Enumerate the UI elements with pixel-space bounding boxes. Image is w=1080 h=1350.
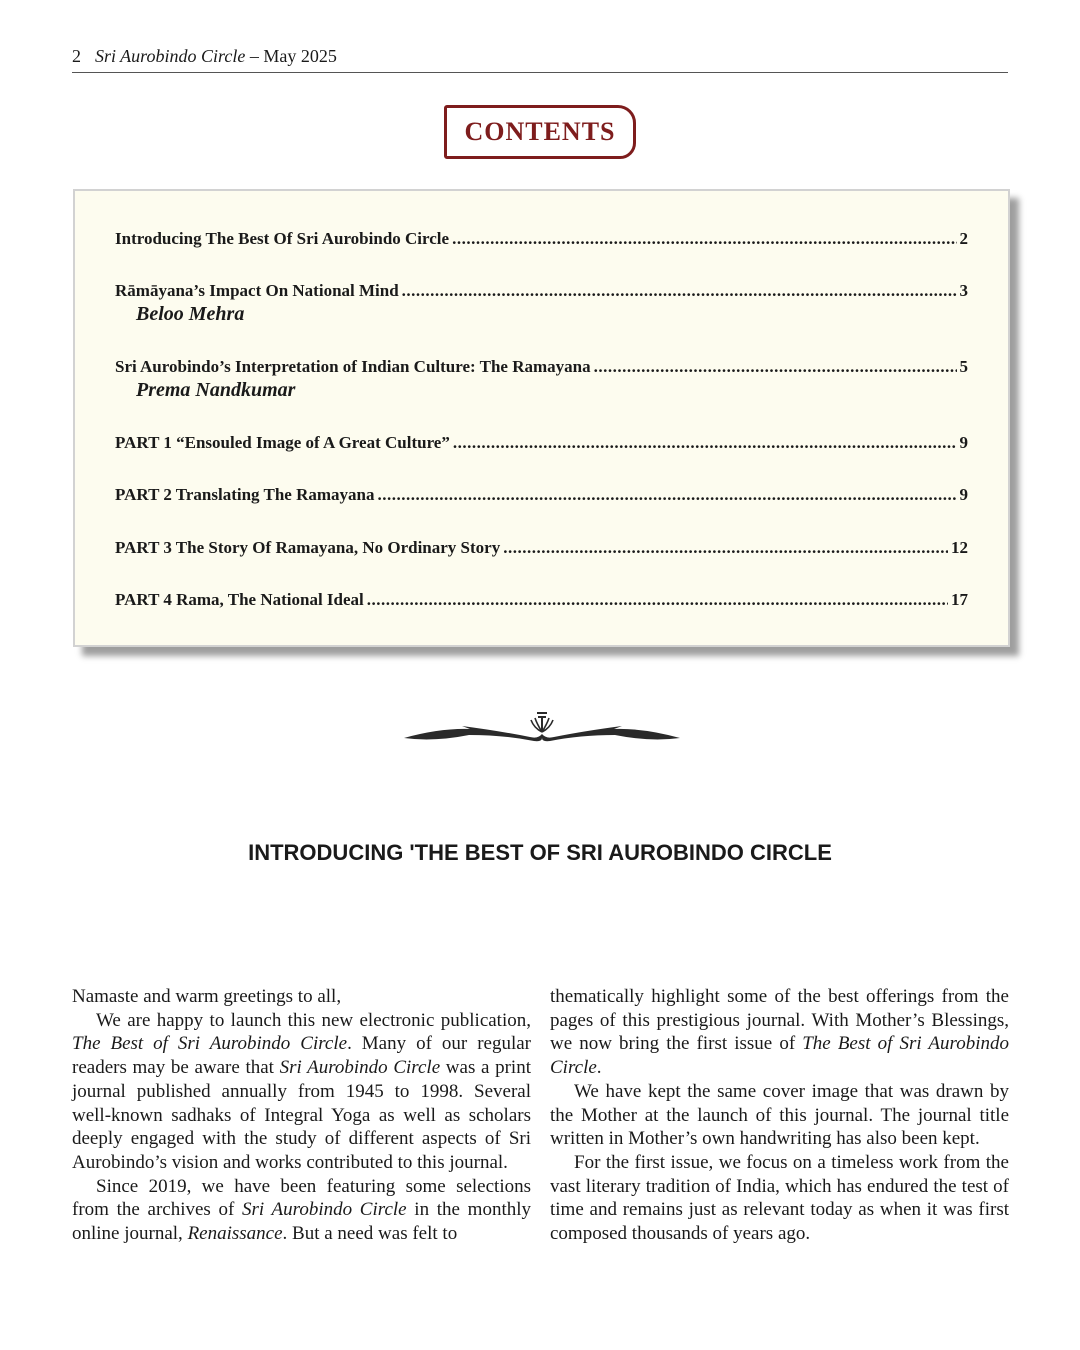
toc-entry-page: 9	[959, 485, 968, 504]
toc-leader-dots	[377, 485, 956, 505]
body-paragraph: For the first issue, we focus on a timeless work from the vast literary tradition of India, which has endured the test of time and remains just as relevant today as when it was first composed thousands of years ago.	[550, 1151, 1009, 1245]
toc-leader-dots	[453, 433, 957, 453]
toc-entry-page: 9	[959, 433, 968, 452]
toc-entry-title: Sri Aurobindo’s Interpretation of Indian Culture: The Ramayana	[115, 357, 591, 376]
toc-entry-page: 5	[959, 357, 968, 376]
toc-entry-page: 17	[951, 590, 968, 609]
body-paragraph-continued: thematically highlight some of the best offerings from the pages of this prestigious journal. With Mother’s Blessings, we now bring the first issue of The Best of Sri Aurobindo Circle.	[550, 986, 1009, 1079]
toc-entry-author: Beloo Mehra	[136, 303, 245, 325]
body-paragraph: Since 2019, we have been featuring some selections from the archives of Sri Aurobindo Circle in the monthly online journal, Renaissance. But a need was felt to	[72, 1175, 531, 1245]
issue-date: – May 2025	[245, 46, 337, 66]
body-paragraph: We have kept the same cover image that was drawn by the Mother at the launch of this journal. The journal title written in Mother’s own handwriting has also been kept.	[550, 1080, 1009, 1150]
toc-entry-title: Rāmāyana’s Impact On National Mind	[115, 281, 399, 300]
journal-name: Sri Aurobindo Circle	[95, 46, 246, 66]
body-column-left	[72, 985, 531, 1246]
toc-entry-title: PART 1 “Ensouled Image of A Great Culture”	[115, 433, 450, 452]
toc-leader-dots	[452, 229, 956, 249]
toc-entry-page: 12	[951, 538, 968, 557]
toc-entry[interactable]	[115, 590, 968, 610]
toc-entry-title: PART 4 Rama, The National Ideal	[115, 590, 364, 609]
body-paragraph: We are happy to launch this new electronic publication, The Best of Sri Aurobindo Circle. Many of our regular readers may be aware that Sri Aurobindo Circle was a print journal published annually from 1945 to 1998. Several well-known sadhaks of Integral Yoga as well as scholars deeply engaged with the study of different aspects of Sri Aurobindo’s vision and works contributed to this journal.	[72, 1009, 531, 1173]
body-column-right	[550, 985, 1009, 1246]
toc-entry-title: PART 2 Translating The Ramayana	[115, 485, 375, 504]
toc-entry[interactable]	[115, 229, 968, 249]
ornament-divider-icon	[400, 708, 684, 746]
toc-entry[interactable]	[115, 357, 968, 402]
toc-leader-dots	[367, 590, 948, 610]
table-of-contents	[73, 189, 1010, 647]
contents-title: CONTENTS	[464, 117, 616, 146]
running-header	[72, 46, 1008, 73]
toc-entry-title: PART 3 The Story Of Ramayana, No Ordinary Story	[115, 538, 501, 557]
toc-leader-dots	[402, 281, 957, 301]
toc-leader-dots	[503, 538, 948, 558]
toc-entry-title: Introducing The Best Of Sri Aurobindo Circle	[115, 229, 450, 248]
toc-entry-author: Prema Nandkumar	[136, 379, 296, 401]
section-title: INTRODUCING 'THE BEST OF SRI AUROBINDO CIRCLE	[248, 840, 832, 865]
toc-entry[interactable]	[115, 433, 968, 453]
page-number: 2	[72, 46, 81, 66]
toc-entry[interactable]	[115, 485, 968, 505]
toc-entry-page: 3	[959, 281, 968, 300]
body-paragraph: Namaste and warm greetings to all,	[72, 986, 342, 1007]
toc-entry[interactable]	[115, 281, 968, 326]
toc-entry-page: 2	[959, 229, 968, 248]
contents-banner	[444, 105, 636, 159]
toc-entry[interactable]	[115, 538, 968, 558]
toc-leader-dots	[594, 357, 957, 377]
